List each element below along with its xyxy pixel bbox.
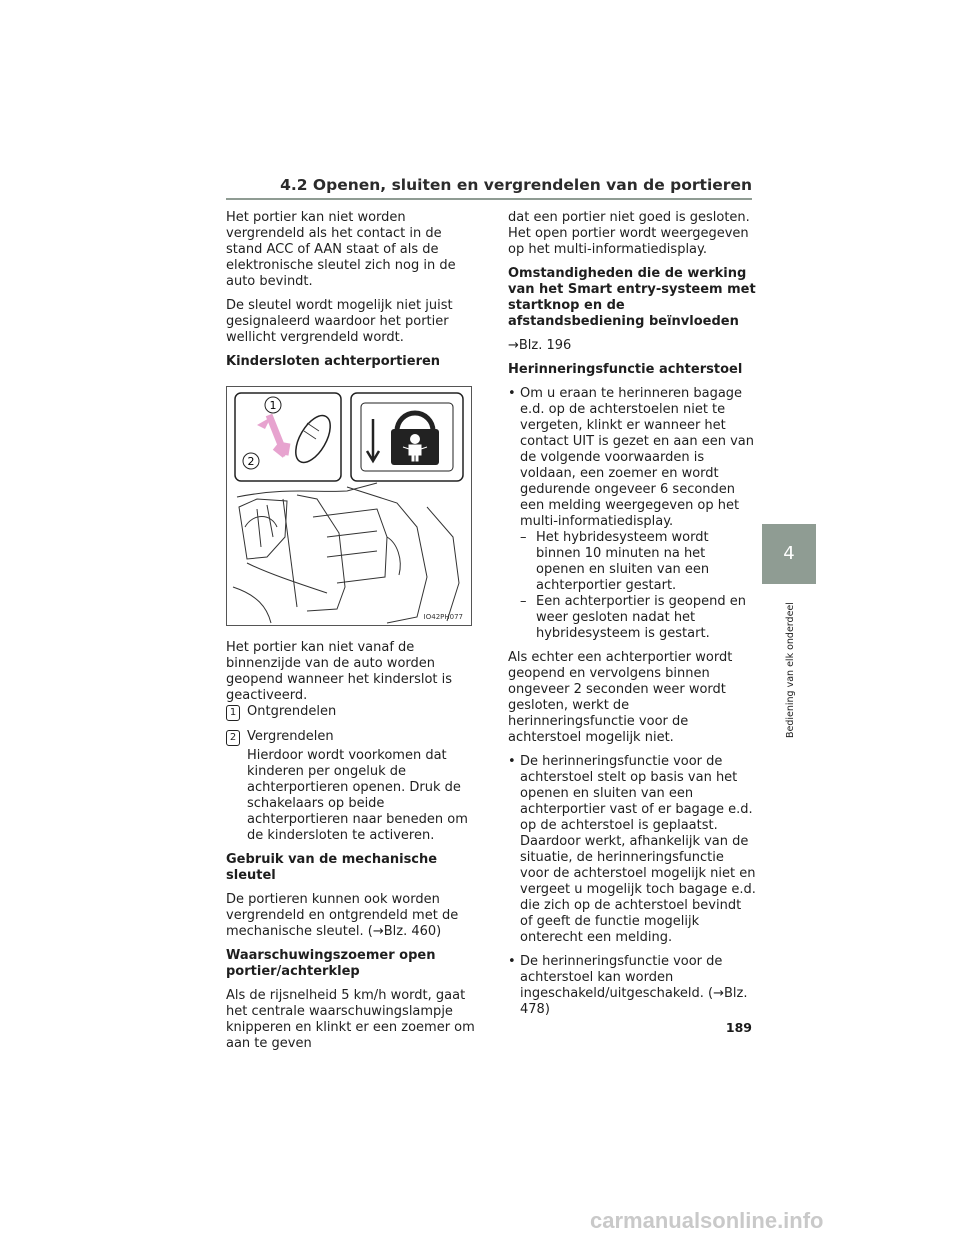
number-badge: 1 (226, 705, 240, 721)
header-divider (226, 198, 752, 200)
figure-code: IO42PH077 (423, 613, 463, 621)
bullet-item (508, 386, 756, 530)
paragraph: Het portier kan niet worden vergrendeld als het contact in de stand ACC of AAN staat of als de elektronische sleutel zich nog in de auto bevindt. (226, 210, 456, 289)
item-text: Vergrendelen (247, 729, 334, 744)
paragraph: Als de rijsnelheid 5 km/h wordt, gaat het centrale waarschuwingslampje knipperen en klinkt er een zoemer om aan te geven (226, 988, 475, 1051)
paragraph: dat een portier niet goed is gesloten. Het open portier wordt weergegeven op het multi-informatiedisplay. (508, 210, 750, 257)
section-header: 4.2 Openen, sluiten en vergrendelen van de portieren (280, 176, 752, 194)
item-description: Hierdoor wordt voorkomen dat kinderen per ongeluk de achterportieren openen. Druk de schakelaars op beide achterportieren naar beneden om de kindersloten te activeren. (247, 748, 468, 843)
chapter-label: Bediening van elk onderdeel (785, 602, 796, 738)
bullet-item (508, 754, 756, 946)
list-item (226, 729, 476, 746)
bullet-dot: • (508, 386, 516, 401)
child-icon (410, 434, 420, 444)
paragraph: Als echter een achterportier wordt geopend en vervolgens binnen ongeveer 2 seconden weer wordt gesloten, werkt de herinneringsfunctie voor de achterstoel mogelijk niet. (508, 650, 733, 745)
paragraph: De sleutel wordt mogelijk niet juist gesignaleerd waardoor het portier wellicht vergrendeld wordt. (226, 298, 453, 345)
bullet-text: Om u eraan te herinneren bagage e.d. op de achterstoelen niet te vergeten, klinkt er wanneer het contact UIT is gezet en aan een van de volgende voorwaarden is voldaan, een zoemer en wordt gedurende ongeveer 6 seconden een melding weergegeven op het multi-informatiedisplay. (520, 386, 754, 529)
watermark: carmanualsonline.info (590, 1208, 824, 1233)
callout-1: 1 (269, 399, 277, 412)
number-badge: 2 (226, 730, 240, 746)
heading-warning-buzzer: Waarschuwingszoemer open portier/achterklep (226, 948, 436, 979)
bullet-dot: • (508, 754, 516, 769)
dash-mark: – (520, 530, 527, 545)
child-lock-illustration (227, 387, 471, 625)
paragraph: Het portier kan niet vanaf de binnenzijde van de auto worden geopend wanneer het kinderslot is geactiveerd. (226, 640, 453, 703)
heading-child-locks: Kindersloten achterportieren (226, 354, 441, 369)
heading-rear-seat-reminder: Herinneringsfunctie achterstoel (508, 362, 743, 377)
dash-text: Het hybridesysteem wordt binnen 10 minuten na het openen en sluiten van een achterportier gestart. (536, 530, 710, 593)
heading-mechanical-key: Gebruik van de mechanische sleutel (226, 852, 438, 883)
dash-mark: – (520, 594, 527, 609)
item-text: Ontgrendelen (247, 704, 337, 719)
child-lock-symbol-inset (351, 393, 463, 481)
bullet-text: De herinneringsfunctie voor de achterstoel stelt op basis van het openen en sluiten van een achterportier vast of er bagage e.d. op de achterstoel is geplaatst. Daardoor werkt, afhankelijk van de situatie, de herinneringsfunctie voor de achterstoel mogelijk niet en vergeet u mogelijk toch bagage e.d. die zich op de achterstoel bevindt of geeft de functie mogelijk onterecht een melding. (520, 754, 756, 945)
page-number: 189 (725, 1020, 752, 1035)
callout-2: 2 (247, 455, 255, 468)
bullet-dot: • (508, 954, 516, 969)
bullet-text: De herinneringsfunctie voor de achterstoel kan worden ingeschakeld/uitgeschakeld. (→Blz. 478) (520, 954, 748, 1017)
right-column (508, 210, 756, 1026)
left-column (226, 210, 476, 1060)
bullet-item (508, 954, 756, 1018)
heading-smart-entry: Omstandigheden die de werking van het Smart entry-systeem met startknop en de afstandsbediening beïnvloeden (508, 266, 756, 329)
child-lock-figure (226, 386, 472, 626)
list-item (226, 704, 476, 721)
open-door-drawing (233, 483, 459, 623)
dash-text: Een achterportier is geopend en weer gesloten nadat het hybridesysteem is gestart. (536, 594, 746, 641)
dash-item (520, 594, 756, 642)
page-reference: →Blz. 196 (508, 338, 572, 353)
chapter-tab: 4 (762, 524, 816, 584)
switch-inset (235, 393, 341, 481)
paragraph: De portieren kunnen ook worden vergrendeld en ontgrendeld met de mechanische sleutel. (→Blz. 460) (226, 892, 459, 939)
dash-item (520, 530, 756, 594)
